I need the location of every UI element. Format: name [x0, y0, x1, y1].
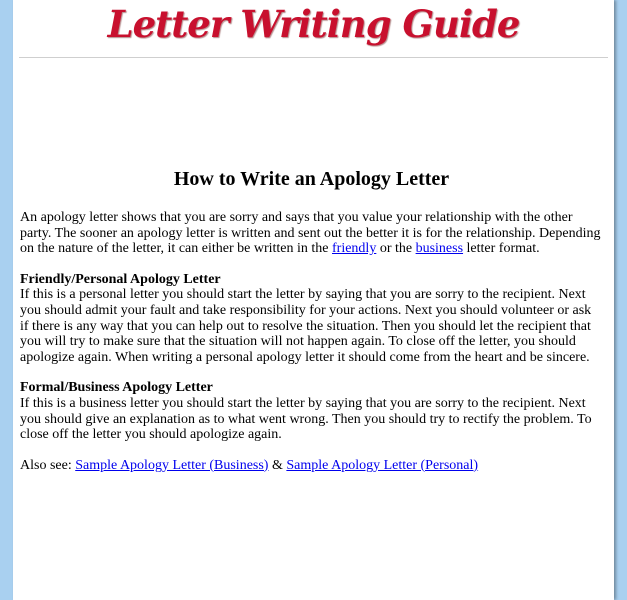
personal-section-body: If this is a personal letter you should start the letter by saying that you are sorry to the recipient. Next you should admit your fault and take responsibility for your actions. Next you should volunteer or ask if there is any way that you can help out to resolve the situation. Then you should let the recipient that you will try to make sure that the situation will not happen again. To close off the letter, you should apologize again. When writing a personal apology letter it should come from the heart and be sincere. — [20, 287, 592, 365]
business-letter-link[interactable]: business — [415, 241, 464, 257]
banner-divider — [19, 57, 608, 58]
also-see-line — [20, 458, 603, 474]
sample-business-letter-link[interactable]: Sample Apology Letter (Business) — [75, 457, 269, 473]
personal-section — [20, 272, 603, 366]
also-see-separator: & — [268, 457, 287, 473]
site-logo-title[interactable]: Letter Writing Guide — [107, 2, 520, 46]
intro-paragraph — [20, 210, 603, 257]
business-section-heading: Formal/Business Apology Letter — [20, 380, 213, 396]
article — [20, 163, 603, 488]
business-section — [20, 380, 603, 442]
site-banner — [13, 0, 614, 57]
intro-text-start: An apology letter shows that you are sorry and says that you value your relationship with the other party. The sooner an apology letter is written and sent out the better it is for the relationship. Depending on the nature of the letter, it can either be written in the — [20, 210, 601, 257]
intro-text-end: letter format. — [463, 241, 540, 257]
page-container — [13, 0, 614, 600]
page-title: How to Write an Apology Letter — [173, 168, 450, 190]
personal-section-heading: Friendly/Personal Apology Letter — [20, 271, 221, 287]
intro-text-middle: or the — [376, 241, 416, 257]
friendly-letter-link[interactable]: friendly — [332, 241, 377, 257]
also-see-label: Also see: — [20, 457, 76, 473]
business-section-body: If this is a business letter you should start the letter by saying that you are sorry to the recipient. Next you should give an explanation as to what went wrong. Then you should try to rectify the problem. To close off the letter you should apologize again. — [20, 395, 592, 443]
sample-personal-letter-link[interactable]: Sample Apology Letter (Personal) — [286, 457, 479, 473]
